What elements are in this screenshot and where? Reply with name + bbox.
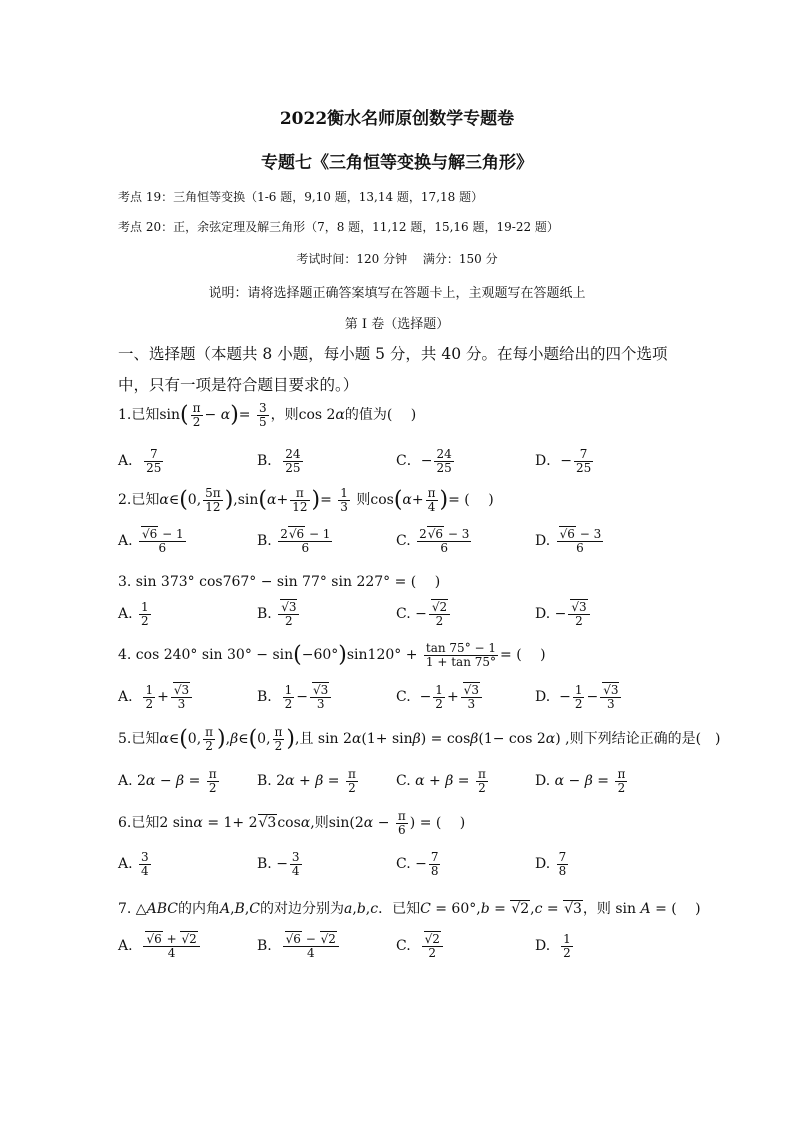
volume-label: 第 I 卷（选择题） [344,317,450,332]
question-5-option-d: D. α − β = $\frac{\pi}{2}$ [535,767,626,795]
question-7-option-a: A. $\frac{√6 + √2}{4}$ [118,933,202,959]
section-heading-line2: 中，只有一项是符合题目要求的。） [118,376,359,394]
question-7-option-b: B. $\frac{√6 - √2}{4}$ [257,933,341,959]
question-1-option-a: A． $\frac{7}{25}$ [118,447,162,475]
question-6-stem: 6.已知2 sinα = 1+ 2√3cosα,则sin(2α − $\frac{\pi}{6}$ ) = ( ) [118,809,466,837]
question-3-option-a: A. $\frac{1}{2}$ [118,600,149,628]
question-1-option-d: D．− $\frac{7}{25}$ [535,447,592,475]
question-6-option-c: C. − $\frac{7}{8}$ [396,850,439,878]
question-3-option-d: D. − $\frac{√3}{2}$ [535,601,592,627]
question-3-option-b: B. $\frac{√3}{2}$ [257,601,301,627]
question-6-option-b: B. − $\frac{3}{4}$ [257,850,300,878]
question-4-stem: 4. cos 240° sin 30° − sin(−60°)sin120° + $\frac{\tan 75^\circ - 1}{1 + \tan 75^\circ}$ = ( ) [118,641,546,669]
question-5-option-b: B. 2α + β = $\frac{\pi}{2}$ [257,767,356,795]
instruction: 说明：请将选择题正确答案填写在答题卡上，主观题写在答题纸上 [208,286,586,301]
question-6-option-a: A. $\frac{3}{4}$ [118,850,149,878]
page-subtitle: 专题七《三角恒等变换与解三角形》 [261,153,533,173]
question-3-stem: 3. sin 373° cos767° − sin 77° sin 227° = ( ) [118,574,441,590]
question-1-stem: 1.已知sin( $\frac{\pi}{2}$ − α)= $\frac{3}{5}$ ，则cos 2α的值为( ) [118,401,417,429]
section-heading-line1: 一、选择题（本题共 8 小题，每小题 5 分，共 40 分。在每小题给出的四个选项 [118,345,668,363]
page-title: 2022衡水名师原创数学专题卷 [279,109,515,129]
question-7-option-d: D. $\frac{1}{2}$ [535,932,571,960]
question-7-stem: 7. △ABC的内角A,B,C的对边分别为a,b,c．已知C = 60°,b = √2,c = √3，则 sin A = ( ) [118,901,701,917]
question-4-option-a: A. $\frac{1}{2}$ + $\frac{√3}{3}$ [118,684,194,710]
question-1-option-b: B． $\frac{24}{25}$ [257,447,301,475]
exam-info: 考试时间：120 分钟 满分：150 分 [296,252,498,266]
question-2-option-d: D. $\frac{√6 - 3}{6}$ [535,527,602,555]
question-4-option-d: D. − $\frac{1}{2}$ − $\frac{√3}{3}$ [535,684,623,710]
question-1-option-c: C．− $\frac{24}{25}$ [396,447,452,475]
question-4-option-c: C. − $\frac{1}{2}$ + $\frac{√3}{3}$ [396,684,484,710]
question-2-stem: 2.已知α∈(0, $\frac{5\pi}{12}$ ),sin(α+ $\frac{\pi}{12}$ )= $\frac{1}{3}$ 则cos(α+ $\frac{\pi}{4}$ )= ( ) [118,486,494,514]
question-5-option-a: A. 2α − β = $\frac{\pi}{2}$ [118,767,217,795]
kaodian-20: 考点 20：正，余弦定理及解三角形（7，8 题，11,12 题，15,16 题，19-22 题） [118,220,559,234]
question-5-option-c: C. α + β = $\frac{\pi}{2}$ [396,767,486,795]
question-2-option-b: B. $\frac{2√6 - 1}{6}$ [257,527,331,555]
question-5-stem: 5.已知α∈(0, $\frac{\pi}{2}$ ),β∈(0, $\frac{\pi}{2}$ ),且 sin 2α(1+ sinβ) = cosβ(1− cos 2α) ,则下列结论正确的是( ) [118,725,721,753]
question-2-option-a: A. $\frac{√6 - 1}{6}$ [118,527,184,555]
kaodian-19: 考点 19：三角恒等变换（1-6 题，9,10 题，13,14 题，17,18 题） [118,190,484,204]
question-6-option-d: D. $\frac{7}{8}$ [535,850,567,878]
question-2-option-c: C. $\frac{2√6 - 3}{6}$ [396,527,470,555]
question-7-option-c: C. $\frac{√2}{2}$ [396,933,445,959]
question-4-option-b: B. $\frac{1}{2}$ − $\frac{√3}{3}$ [257,684,333,710]
question-3-option-c: C. − $\frac{√2}{2}$ [396,601,452,627]
